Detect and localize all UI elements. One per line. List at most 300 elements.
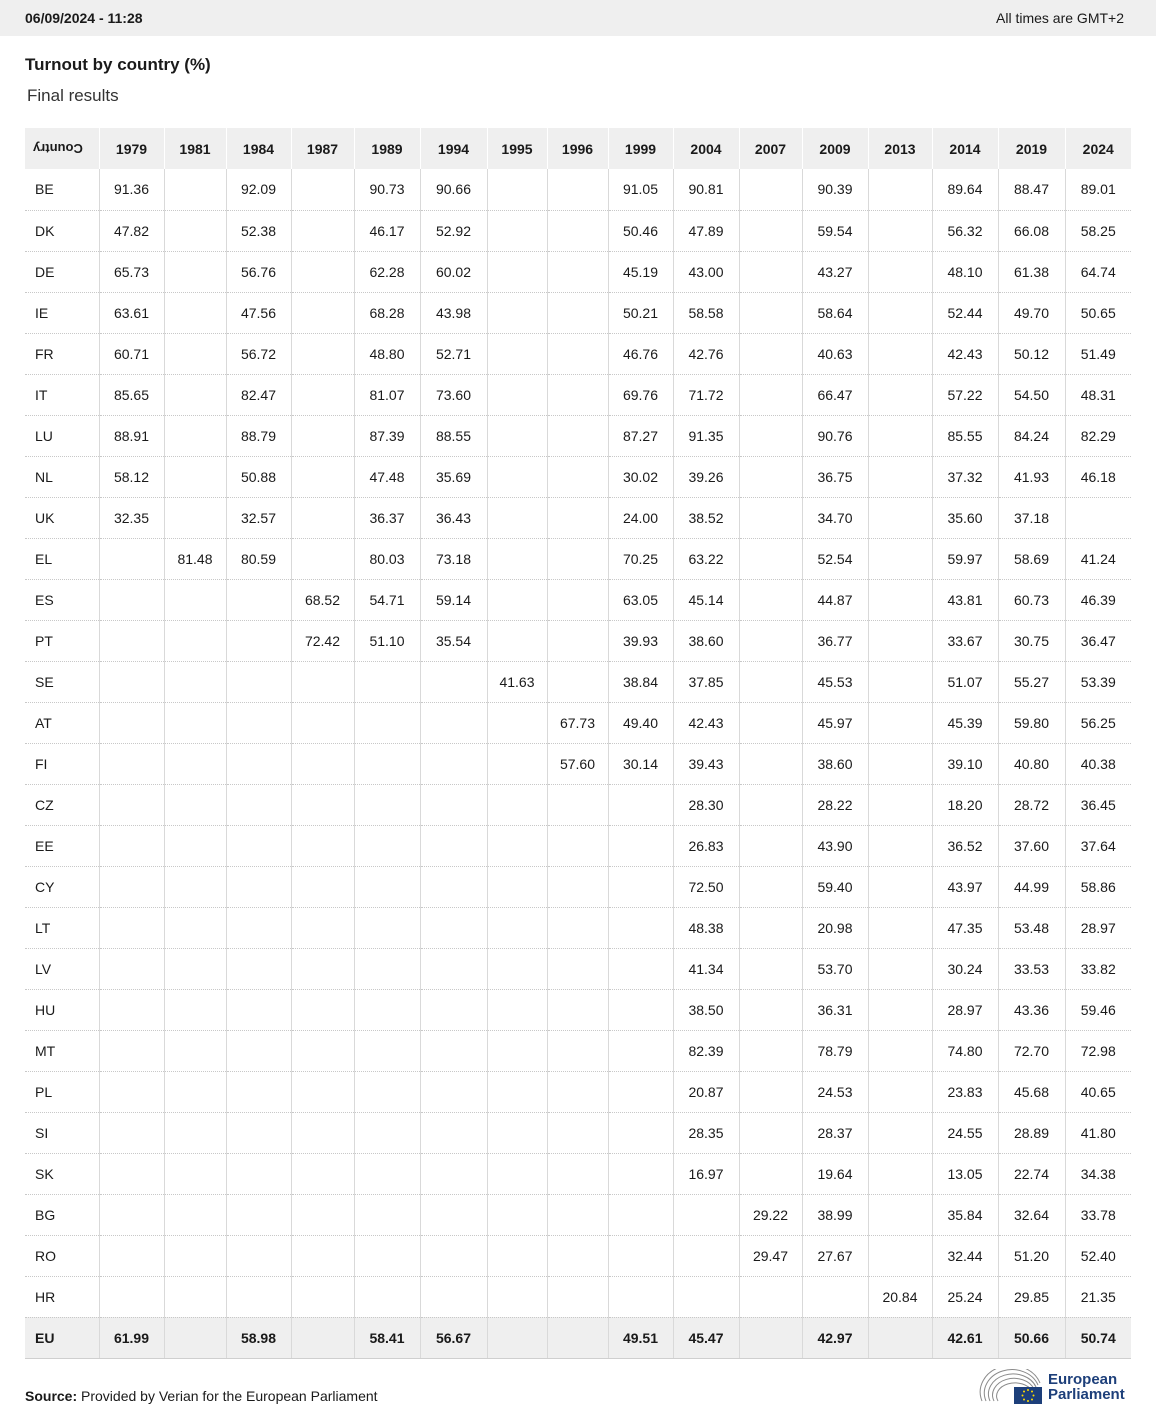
- turnout-cell: 49.40: [608, 702, 673, 743]
- source-text: Provided by Verian for the European Parliament: [81, 1388, 378, 1404]
- turnout-cell: 20.98: [802, 907, 868, 948]
- turnout-cell: 43.00: [673, 251, 739, 292]
- turnout-cell: [487, 1153, 547, 1194]
- turnout-cell: 74.80: [932, 1030, 998, 1071]
- turnout-cell: [868, 620, 932, 661]
- turnout-cell: 48.31: [1065, 374, 1131, 415]
- turnout-cell: 85.65: [99, 374, 164, 415]
- turnout-cell: 56.25: [1065, 702, 1131, 743]
- turnout-cell: 41.93: [998, 456, 1065, 497]
- turnout-cell: [99, 825, 164, 866]
- turnout-cell: 47.82: [99, 210, 164, 251]
- turnout-cell: [164, 907, 226, 948]
- country-cell: SI: [25, 1112, 99, 1153]
- turnout-cell: 41.80: [1065, 1112, 1131, 1153]
- year-column-header-2004[interactable]: 2004: [673, 128, 739, 169]
- turnout-cell: [739, 620, 802, 661]
- year-column-header-2024[interactable]: 2024: [1065, 128, 1131, 169]
- turnout-cell: [164, 784, 226, 825]
- year-column-header-2009[interactable]: 2009: [802, 128, 868, 169]
- turnout-cell: 46.39: [1065, 579, 1131, 620]
- turnout-cell: 37.32: [932, 456, 998, 497]
- turnout-cell: 78.79: [802, 1030, 868, 1071]
- turnout-cell: 30.02: [608, 456, 673, 497]
- turnout-cell: 67.73: [547, 702, 608, 743]
- turnout-cell: 63.22: [673, 538, 739, 579]
- turnout-cell: [291, 538, 354, 579]
- table-row: [25, 374, 1131, 415]
- turnout-cell: [673, 1235, 739, 1276]
- table-row: [25, 333, 1131, 374]
- turnout-cell: 13.05: [932, 1153, 998, 1194]
- year-column-header-1999[interactable]: 1999: [608, 128, 673, 169]
- turnout-cell: 38.52: [673, 497, 739, 538]
- turnout-cell: [868, 1235, 932, 1276]
- turnout-cell: [802, 1276, 868, 1317]
- turnout-cell: 47.89: [673, 210, 739, 251]
- turnout-cell: [739, 907, 802, 948]
- turnout-cell: [291, 661, 354, 702]
- turnout-cell: [99, 579, 164, 620]
- turnout-cell: [291, 866, 354, 907]
- turnout-cell: [487, 620, 547, 661]
- turnout-cell: 51.10: [354, 620, 420, 661]
- turnout-cell: 42.43: [932, 333, 998, 374]
- turnout-cell: [739, 456, 802, 497]
- year-column-header-1989[interactable]: 1989: [354, 128, 420, 169]
- turnout-cell: 54.71: [354, 579, 420, 620]
- turnout-cell: 33.78: [1065, 1194, 1131, 1235]
- turnout-cell: [608, 948, 673, 989]
- turnout-cell: 49.70: [998, 292, 1065, 333]
- year-column-header-1987[interactable]: 1987: [291, 128, 354, 169]
- turnout-cell: [487, 251, 547, 292]
- turnout-cell: [354, 743, 420, 784]
- turnout-cell: [608, 1030, 673, 1071]
- turnout-cell: [164, 661, 226, 702]
- turnout-cell: 87.27: [608, 415, 673, 456]
- turnout-cell: 34.70: [802, 497, 868, 538]
- country-cell: HR: [25, 1276, 99, 1317]
- year-column-header-1981[interactable]: 1981: [164, 128, 226, 169]
- turnout-cell: 72.42: [291, 620, 354, 661]
- turnout-cell: 33.82: [1065, 948, 1131, 989]
- turnout-cell: 63.61: [99, 292, 164, 333]
- country-cell: NL: [25, 456, 99, 497]
- turnout-cell: 28.35: [673, 1112, 739, 1153]
- table-row: [25, 784, 1131, 825]
- turnout-cell: [487, 1235, 547, 1276]
- turnout-cell: [164, 743, 226, 784]
- turnout-cell: [608, 866, 673, 907]
- turnout-cell: 32.35: [99, 497, 164, 538]
- turnout-cell: [226, 907, 291, 948]
- turnout-cell: 24.55: [932, 1112, 998, 1153]
- turnout-cell: 27.67: [802, 1235, 868, 1276]
- turnout-cell: 52.40: [1065, 1235, 1131, 1276]
- turnout-cell: [354, 1276, 420, 1317]
- turnout-cell: [487, 1317, 547, 1358]
- turnout-cell: [164, 210, 226, 251]
- turnout-cell: [420, 743, 487, 784]
- turnout-cell: 47.35: [932, 907, 998, 948]
- turnout-cell: [164, 1112, 226, 1153]
- table-row: [25, 210, 1131, 251]
- turnout-cell: [868, 743, 932, 784]
- turnout-cell: [226, 743, 291, 784]
- turnout-cell: 60.71: [99, 333, 164, 374]
- turnout-cell: [608, 1153, 673, 1194]
- turnout-cell: [487, 169, 547, 210]
- turnout-cell: [608, 1235, 673, 1276]
- turnout-cell: 66.08: [998, 210, 1065, 251]
- table-row: [25, 1276, 1131, 1317]
- eu-total-row: [25, 1317, 1131, 1358]
- source-note: [25, 1388, 378, 1404]
- country-cell: ES: [25, 579, 99, 620]
- turnout-cell: 20.87: [673, 1071, 739, 1112]
- country-cell: MT: [25, 1030, 99, 1071]
- turnout-cell: [291, 989, 354, 1030]
- turnout-cell: 39.26: [673, 456, 739, 497]
- turnout-cell: [868, 1030, 932, 1071]
- turnout-cell: [164, 292, 226, 333]
- turnout-cell: 50.12: [998, 333, 1065, 374]
- turnout-cell: [226, 579, 291, 620]
- country-cell: UK: [25, 497, 99, 538]
- turnout-cell: 37.60: [998, 825, 1065, 866]
- turnout-cell: 92.09: [226, 169, 291, 210]
- table-row: [25, 866, 1131, 907]
- logo-line-2: Parliament: [1048, 1386, 1125, 1403]
- turnout-cell: [547, 1276, 608, 1317]
- turnout-cell: [164, 1235, 226, 1276]
- turnout-cell: 61.38: [998, 251, 1065, 292]
- turnout-cell: [547, 948, 608, 989]
- turnout-cell: [99, 1071, 164, 1112]
- turnout-cell: [739, 292, 802, 333]
- turnout-cell: 81.48: [164, 538, 226, 579]
- turnout-cell: 42.97: [802, 1317, 868, 1358]
- turnout-cell: [99, 1030, 164, 1071]
- turnout-cell: 47.56: [226, 292, 291, 333]
- turnout-cell: [547, 907, 608, 948]
- table-row: [25, 1153, 1131, 1194]
- table-row: [25, 1112, 1131, 1153]
- table-row: [25, 702, 1131, 743]
- turnout-cell: 59.80: [998, 702, 1065, 743]
- turnout-cell: [868, 907, 932, 948]
- turnout-cell: [868, 292, 932, 333]
- turnout-cell: [739, 1071, 802, 1112]
- turnout-cell: 80.03: [354, 538, 420, 579]
- turnout-cell: 35.69: [420, 456, 487, 497]
- turnout-cell: [164, 1030, 226, 1071]
- turnout-cell: [99, 1194, 164, 1235]
- turnout-cell: 32.64: [998, 1194, 1065, 1235]
- turnout-cell: [226, 1112, 291, 1153]
- turnout-table-container: [25, 128, 1131, 1359]
- country-cell: DK: [25, 210, 99, 251]
- turnout-cell: [487, 497, 547, 538]
- turnout-cell: 65.73: [99, 251, 164, 292]
- table-row: [25, 456, 1131, 497]
- turnout-cell: [1065, 497, 1131, 538]
- turnout-cell: 18.20: [932, 784, 998, 825]
- turnout-cell: [420, 1153, 487, 1194]
- turnout-cell: [354, 1153, 420, 1194]
- turnout-cell: 53.48: [998, 907, 1065, 948]
- turnout-cell: 42.61: [932, 1317, 998, 1358]
- table-row: [25, 169, 1131, 210]
- turnout-cell: [673, 1194, 739, 1235]
- turnout-cell: [868, 1317, 932, 1358]
- turnout-cell: [487, 702, 547, 743]
- turnout-cell: 45.39: [932, 702, 998, 743]
- country-cell: SK: [25, 1153, 99, 1194]
- turnout-cell: 41.24: [1065, 538, 1131, 579]
- turnout-cell: 29.22: [739, 1194, 802, 1235]
- table-row: [25, 415, 1131, 456]
- turnout-cell: 90.76: [802, 415, 868, 456]
- turnout-cell: [291, 1071, 354, 1112]
- turnout-cell: [739, 784, 802, 825]
- turnout-cell: 46.76: [608, 333, 673, 374]
- year-column-header-1979[interactable]: 1979: [99, 128, 164, 169]
- turnout-cell: [164, 866, 226, 907]
- table-row: [25, 661, 1131, 702]
- turnout-cell: [291, 292, 354, 333]
- page-subtitle: Final results: [27, 86, 119, 105]
- turnout-cell: [547, 169, 608, 210]
- last-updated-datetime: 06/09/2024 - 11:28: [25, 10, 143, 26]
- turnout-cell: [547, 374, 608, 415]
- turnout-cell: [291, 169, 354, 210]
- turnout-cell: [547, 989, 608, 1030]
- turnout-cell: [547, 251, 608, 292]
- turnout-cell: [291, 825, 354, 866]
- country-cell: EE: [25, 825, 99, 866]
- turnout-cell: [291, 1194, 354, 1235]
- turnout-cell: 58.98: [226, 1317, 291, 1358]
- turnout-cell: 42.43: [673, 702, 739, 743]
- turnout-cell: 64.74: [1065, 251, 1131, 292]
- turnout-cell: 91.05: [608, 169, 673, 210]
- turnout-cell: [487, 743, 547, 784]
- table-row: [25, 579, 1131, 620]
- turnout-cell: [739, 374, 802, 415]
- turnout-cell: [868, 538, 932, 579]
- turnout-cell: 51.07: [932, 661, 998, 702]
- turnout-cell: 72.50: [673, 866, 739, 907]
- country-cell: PL: [25, 1071, 99, 1112]
- country-cell: CY: [25, 866, 99, 907]
- turnout-cell: [420, 1276, 487, 1317]
- year-column-header-2019[interactable]: 2019: [998, 128, 1065, 169]
- turnout-cell: [164, 251, 226, 292]
- table-row: [25, 743, 1131, 784]
- turnout-cell: [547, 456, 608, 497]
- turnout-cell: 32.57: [226, 497, 291, 538]
- year-column-header-1996[interactable]: 1996: [547, 128, 608, 169]
- turnout-cell: 43.27: [802, 251, 868, 292]
- turnout-cell: [354, 825, 420, 866]
- turnout-cell: 30.75: [998, 620, 1065, 661]
- turnout-cell: 57.22: [932, 374, 998, 415]
- turnout-cell: 58.58: [673, 292, 739, 333]
- turnout-cell: 29.85: [998, 1276, 1065, 1317]
- turnout-cell: [291, 1112, 354, 1153]
- turnout-cell: 52.71: [420, 333, 487, 374]
- table-row: [25, 1071, 1131, 1112]
- country-column-header[interactable]: [25, 128, 99, 169]
- turnout-cell: [547, 1071, 608, 1112]
- turnout-cell: 56.76: [226, 251, 291, 292]
- turnout-cell: [547, 661, 608, 702]
- turnout-cell: 89.01: [1065, 169, 1131, 210]
- turnout-cell: [739, 497, 802, 538]
- turnout-cell: [547, 497, 608, 538]
- turnout-cell: 30.14: [608, 743, 673, 784]
- turnout-cell: 58.25: [1065, 210, 1131, 251]
- turnout-cell: [739, 1153, 802, 1194]
- turnout-cell: 41.63: [487, 661, 547, 702]
- turnout-cell: [547, 1112, 608, 1153]
- turnout-cell: 53.39: [1065, 661, 1131, 702]
- turnout-cell: 88.47: [998, 169, 1065, 210]
- turnout-cell: 45.53: [802, 661, 868, 702]
- turnout-cell: 28.89: [998, 1112, 1065, 1153]
- turnout-cell: 40.80: [998, 743, 1065, 784]
- turnout-cell: [547, 579, 608, 620]
- turnout-cell: 70.25: [608, 538, 673, 579]
- turnout-cell: [164, 497, 226, 538]
- year-column-header-2013[interactable]: 2013: [868, 128, 932, 169]
- turnout-cell: 45.19: [608, 251, 673, 292]
- turnout-cell: [547, 1194, 608, 1235]
- year-column-header-2014[interactable]: 2014: [932, 128, 998, 169]
- turnout-cell: [226, 1235, 291, 1276]
- turnout-cell: 50.88: [226, 456, 291, 497]
- turnout-cell: [354, 866, 420, 907]
- turnout-cell: 39.93: [608, 620, 673, 661]
- table-row: [25, 907, 1131, 948]
- year-column-header-2007[interactable]: 2007: [739, 128, 802, 169]
- turnout-cell: [164, 620, 226, 661]
- turnout-cell: 36.43: [420, 497, 487, 538]
- turnout-cell: 20.84: [868, 1276, 932, 1317]
- turnout-cell: 22.74: [998, 1153, 1065, 1194]
- turnout-cell: 45.14: [673, 579, 739, 620]
- turnout-cell: 36.75: [802, 456, 868, 497]
- turnout-cell: 36.77: [802, 620, 868, 661]
- turnout-cell: 40.65: [1065, 1071, 1131, 1112]
- turnout-cell: [487, 538, 547, 579]
- turnout-cell: [868, 661, 932, 702]
- turnout-cell: 26.83: [673, 825, 739, 866]
- turnout-cell: 28.97: [932, 989, 998, 1030]
- turnout-cell: [226, 825, 291, 866]
- turnout-cell: [164, 1194, 226, 1235]
- turnout-cell: [868, 1153, 932, 1194]
- year-column-header-1994[interactable]: 1994: [420, 128, 487, 169]
- turnout-cell: 36.31: [802, 989, 868, 1030]
- logo-wordmark: [1048, 1372, 1125, 1402]
- turnout-cell: 21.35: [1065, 1276, 1131, 1317]
- turnout-cell: [739, 415, 802, 456]
- turnout-cell: 41.34: [673, 948, 739, 989]
- turnout-cell: [739, 333, 802, 374]
- turnout-cell: 28.72: [998, 784, 1065, 825]
- turnout-cell: [868, 948, 932, 989]
- turnout-cell: [868, 415, 932, 456]
- table-row: [25, 948, 1131, 989]
- turnout-cell: 35.54: [420, 620, 487, 661]
- turnout-cell: 45.47: [673, 1317, 739, 1358]
- turnout-cell: 55.27: [998, 661, 1065, 702]
- turnout-cell: [487, 1276, 547, 1317]
- turnout-cell: 52.38: [226, 210, 291, 251]
- turnout-cell: 28.30: [673, 784, 739, 825]
- turnout-cell: [99, 661, 164, 702]
- country-cell: IT: [25, 374, 99, 415]
- turnout-cell: 24.53: [802, 1071, 868, 1112]
- turnout-cell: [739, 210, 802, 251]
- turnout-cell: [739, 169, 802, 210]
- country-cell: CZ: [25, 784, 99, 825]
- country-cell: DE: [25, 251, 99, 292]
- year-column-header-1995[interactable]: 1995: [487, 128, 547, 169]
- country-cell: PT: [25, 620, 99, 661]
- turnout-cell: 90.81: [673, 169, 739, 210]
- turnout-cell: [608, 989, 673, 1030]
- turnout-cell: 50.66: [998, 1317, 1065, 1358]
- turnout-cell: 38.84: [608, 661, 673, 702]
- turnout-cell: 88.55: [420, 415, 487, 456]
- turnout-cell: [487, 907, 547, 948]
- turnout-cell: 24.00: [608, 497, 673, 538]
- turnout-cell: [547, 333, 608, 374]
- turnout-cell: 59.97: [932, 538, 998, 579]
- turnout-cell: 25.24: [932, 1276, 998, 1317]
- turnout-cell: 72.70: [998, 1030, 1065, 1071]
- turnout-cell: [291, 948, 354, 989]
- turnout-cell: 38.60: [673, 620, 739, 661]
- turnout-cell: [164, 374, 226, 415]
- turnout-cell: 84.24: [998, 415, 1065, 456]
- turnout-cell: [354, 1030, 420, 1071]
- turnout-cell: 50.74: [1065, 1317, 1131, 1358]
- turnout-cell: [99, 1276, 164, 1317]
- country-cell: EU: [25, 1317, 99, 1358]
- turnout-cell: [739, 1112, 802, 1153]
- turnout-cell: [608, 1276, 673, 1317]
- turnout-cell: [226, 1194, 291, 1235]
- table-row: [25, 825, 1131, 866]
- turnout-cell: [868, 456, 932, 497]
- turnout-cell: [99, 1112, 164, 1153]
- turnout-cell: [354, 1071, 420, 1112]
- turnout-cell: [868, 333, 932, 374]
- turnout-cell: [487, 579, 547, 620]
- turnout-cell: 91.35: [673, 415, 739, 456]
- turnout-cell: 61.99: [99, 1317, 164, 1358]
- turnout-cell: 50.46: [608, 210, 673, 251]
- year-column-header-1984[interactable]: 1984: [226, 128, 291, 169]
- turnout-cell: [420, 784, 487, 825]
- turnout-cell: 37.64: [1065, 825, 1131, 866]
- turnout-cell: [739, 1276, 802, 1317]
